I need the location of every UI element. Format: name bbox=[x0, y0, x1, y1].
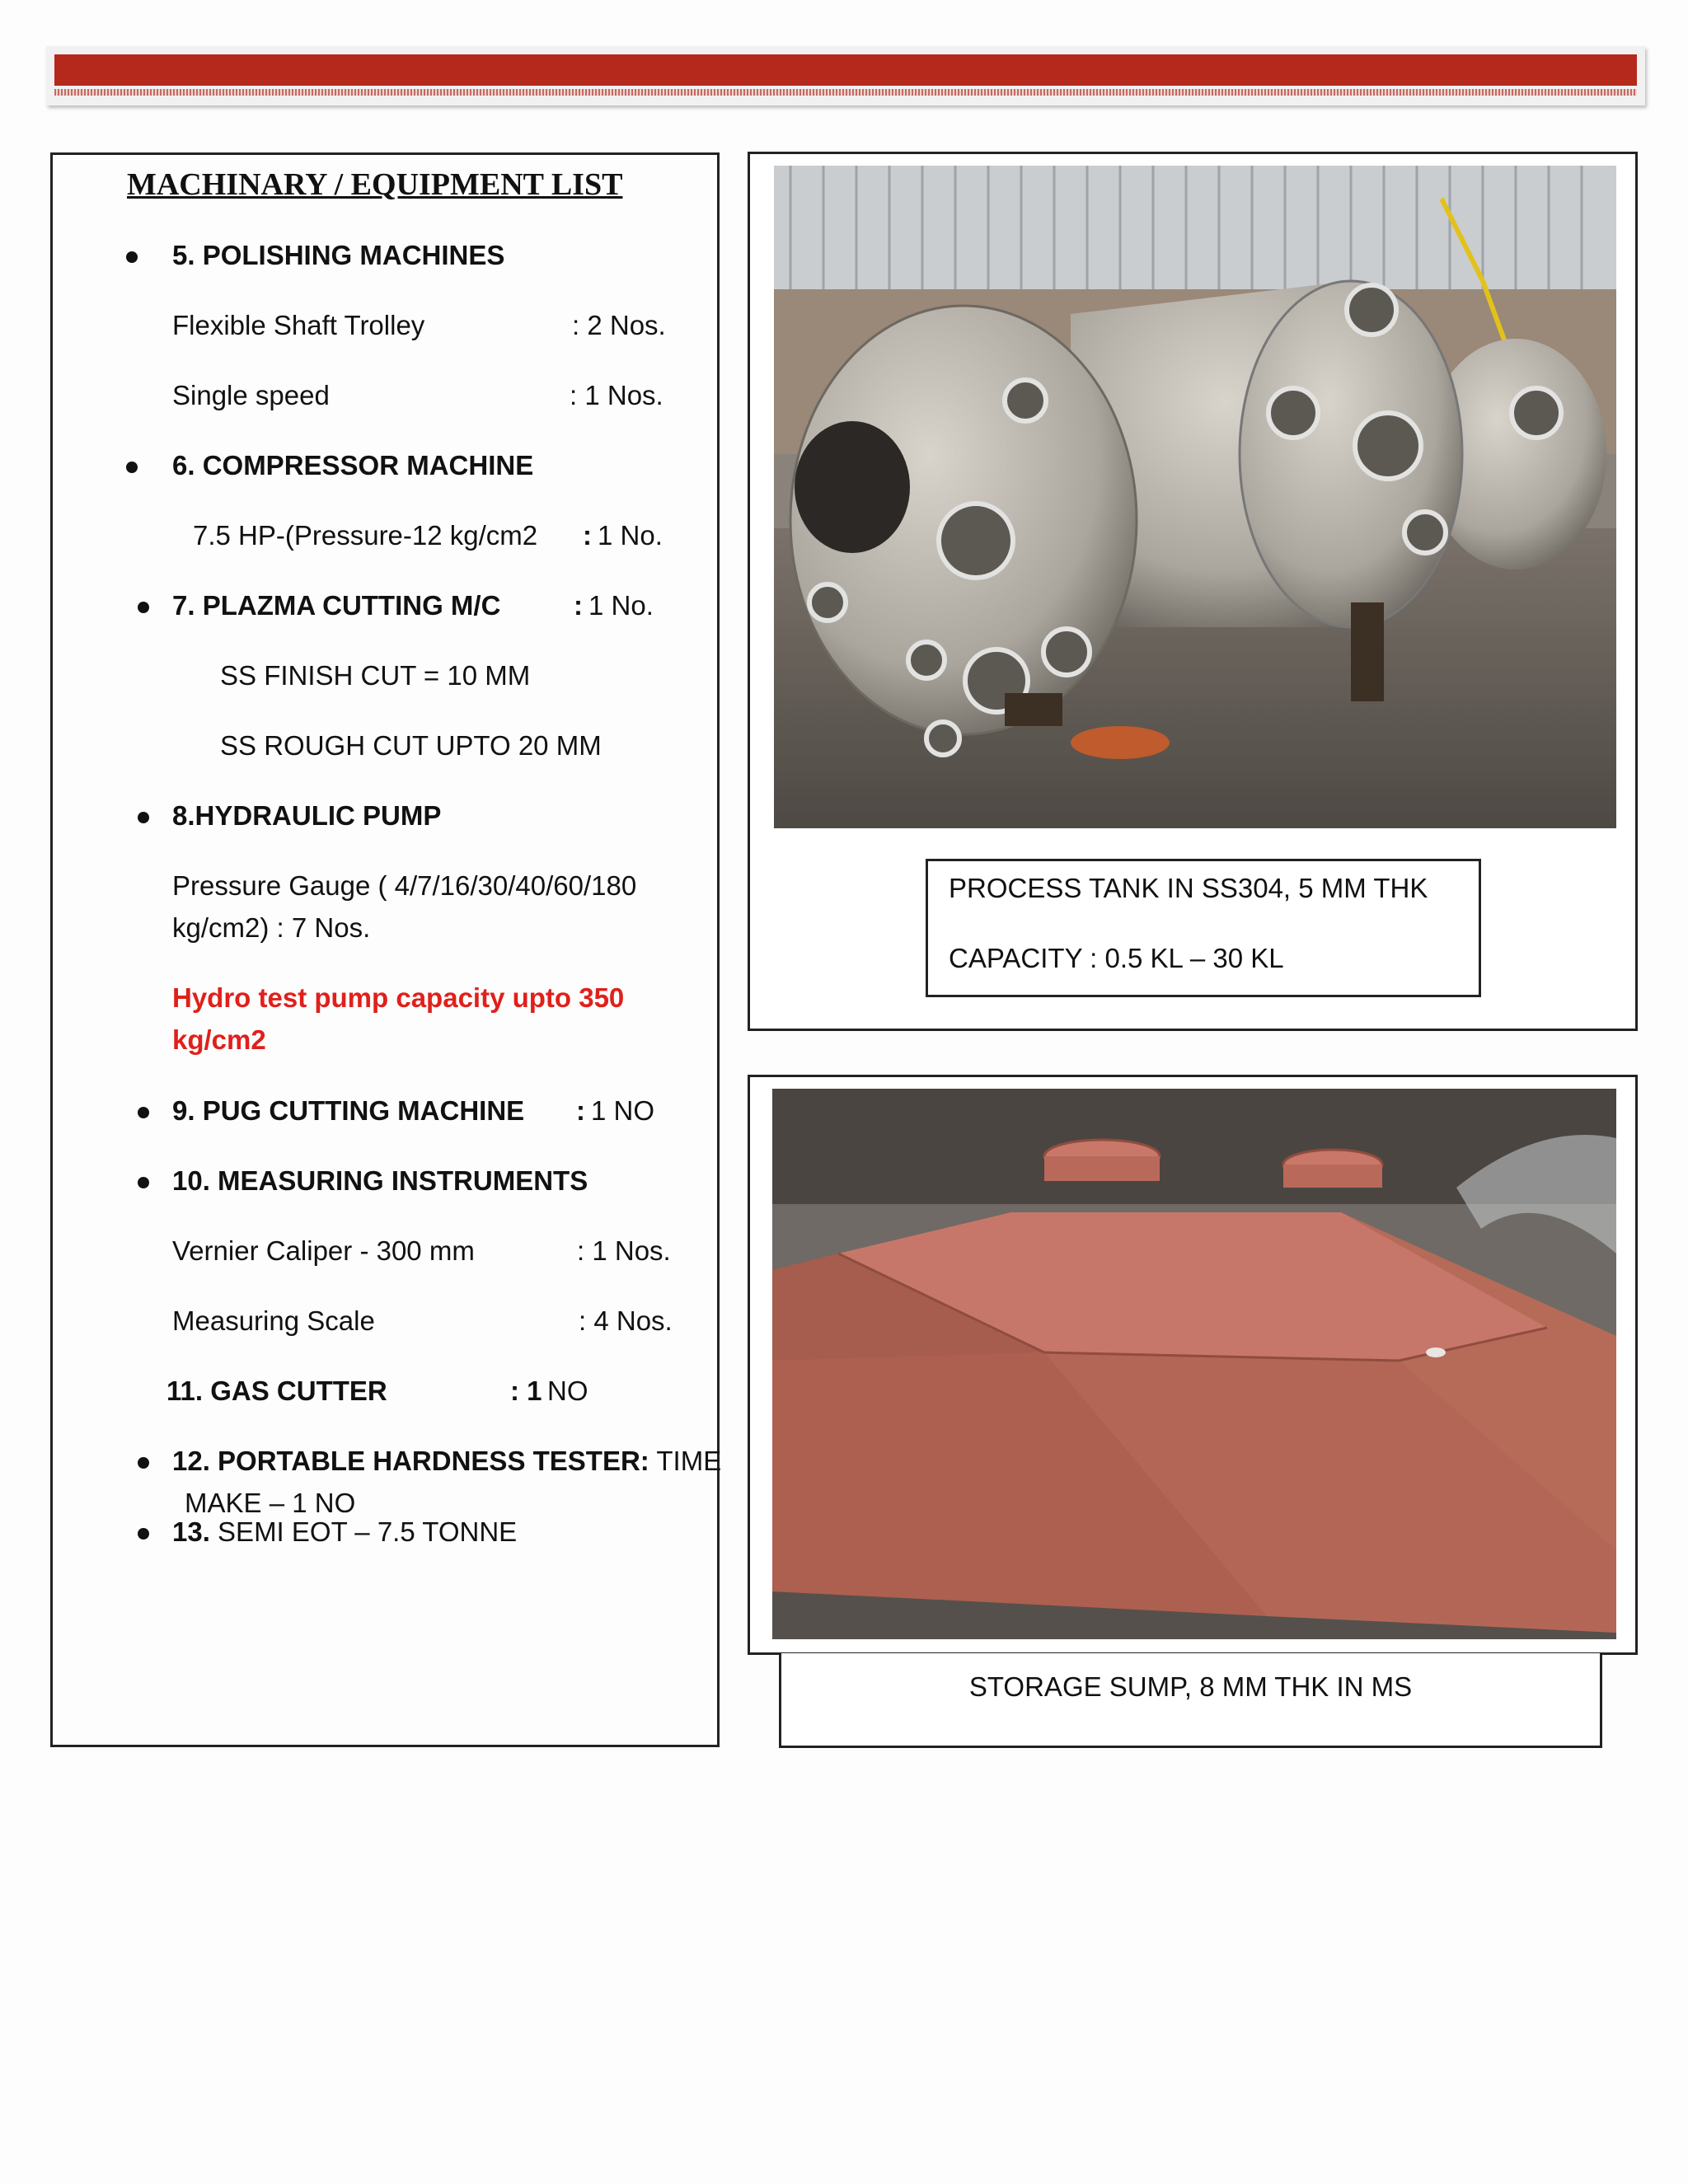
top-banner bbox=[46, 46, 1645, 105]
semi-eot-line bbox=[172, 1514, 517, 1551]
measuring-item-2-qty: : 4 Nos. bbox=[579, 1305, 673, 1336]
semi-eot-text: SEMI EOT – 7.5 TONNE bbox=[218, 1516, 518, 1547]
hydraulic-detail-line-2: kg/cm2) : 7 Nos. bbox=[172, 912, 371, 943]
compressor-item-qty: 1 No. bbox=[598, 520, 663, 551]
gas-cutter-heading: 11. GAS CUTTER bbox=[166, 1376, 387, 1406]
hydraulic-heading: 8.HYDRAULIC PUMP bbox=[172, 800, 442, 831]
compressor-heading: 6. COMPRESSOR MACHINE bbox=[172, 450, 534, 480]
pug-heading: 9. PUG CUTTING MACHINE bbox=[172, 1095, 525, 1126]
storage-sump-caption bbox=[779, 1653, 1602, 1748]
hardness-tester-line-1 bbox=[172, 1443, 721, 1480]
bullet-icon bbox=[126, 462, 138, 473]
pug-qty: 1 NO bbox=[591, 1095, 655, 1126]
process-tank-caption bbox=[926, 859, 1481, 997]
hydro-test-line-2: kg/cm2 bbox=[172, 1024, 266, 1055]
process-tank-illustration bbox=[774, 166, 1616, 828]
storage-sump-illustration bbox=[772, 1089, 1616, 1639]
equipment-list-panel bbox=[50, 152, 720, 1747]
hydraulic-detail-line-1: Pressure Gauge ( 4/7/16/30/40/60/180 bbox=[172, 870, 637, 901]
measuring-item-1-name: Vernier Caliper - 300 mm bbox=[172, 1235, 475, 1266]
hardness-tester-heading: 12. PORTABLE HARDNESS TESTER: bbox=[172, 1446, 649, 1476]
storage-sump-caption-text: STORAGE SUMP, 8 MM THK IN MS bbox=[968, 1671, 1413, 1702]
bullet-icon bbox=[138, 1177, 149, 1188]
measuring-item-2-name: Measuring Scale bbox=[172, 1305, 375, 1336]
storage-sump-panel bbox=[748, 1075, 1638, 1655]
bullet-icon bbox=[138, 1457, 149, 1469]
gas-cutter-colon: : 1 bbox=[510, 1376, 542, 1406]
polishing-item-1-name: Flexible Shaft Trolley bbox=[172, 310, 425, 340]
bullet-icon bbox=[126, 251, 138, 263]
plazma-detail-2: SS ROUGH CUT UPTO 20 MM bbox=[220, 730, 602, 761]
banner-stripe bbox=[54, 89, 1637, 96]
process-tank-caption-line-2: CAPACITY : 0.5 KL – 30 KL bbox=[949, 943, 1284, 973]
measuring-heading: 10. MEASURING INSTRUMENTS bbox=[172, 1165, 588, 1196]
pug-colon: : bbox=[576, 1095, 585, 1126]
storage-sump-photo bbox=[772, 1089, 1616, 1639]
banner-red-bar bbox=[54, 54, 1637, 86]
bullet-icon bbox=[138, 812, 149, 823]
plazma-qty: 1 No. bbox=[588, 590, 654, 621]
bullet-icon bbox=[138, 1528, 149, 1540]
plazma-detail-1: SS FINISH CUT = 10 MM bbox=[220, 660, 531, 691]
process-tank-photo bbox=[774, 166, 1616, 828]
bullet-icon bbox=[138, 602, 149, 613]
measuring-item-1-qty: : 1 Nos. bbox=[577, 1235, 671, 1266]
plazma-colon: : bbox=[574, 590, 583, 621]
hydro-test-line-1: Hydro test pump capacity upto 350 bbox=[172, 982, 625, 1013]
compressor-item-colon: : bbox=[583, 520, 592, 551]
polishing-item-2-name: Single speed bbox=[172, 380, 330, 410]
gas-cutter-qty: NO bbox=[547, 1376, 588, 1406]
page-title: MACHINARY / EQUIPMENT LIST bbox=[127, 167, 623, 202]
plazma-heading: 7. PLAZMA CUTTING M/C bbox=[172, 590, 501, 621]
hardness-tester-make-b: MAKE – 1 NO bbox=[185, 1488, 356, 1518]
polishing-item-2-qty: : 1 Nos. bbox=[570, 380, 663, 410]
polishing-heading: 5. POLISHING MACHINES bbox=[172, 240, 505, 270]
process-tank-caption-line-1: PROCESS TANK IN SS304, 5 MM THK bbox=[949, 873, 1428, 903]
semi-eot-number: 13. bbox=[172, 1516, 210, 1547]
process-tank-panel bbox=[748, 152, 1638, 1031]
polishing-item-1-qty: : 2 Nos. bbox=[572, 310, 666, 340]
hardness-tester-make-a: TIME bbox=[656, 1446, 722, 1476]
bullet-icon bbox=[138, 1107, 149, 1118]
compressor-item-name: 7.5 HP-(Pressure-12 kg/cm2 bbox=[193, 520, 538, 551]
